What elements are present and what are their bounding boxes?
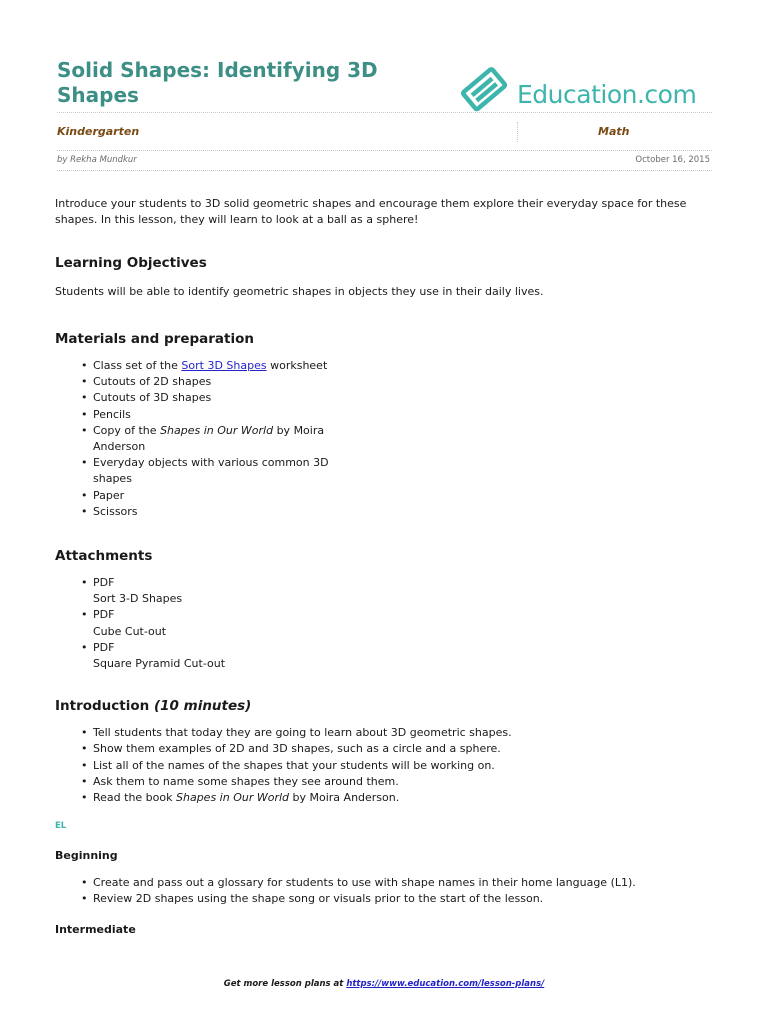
- divider: [57, 170, 712, 171]
- logo-text: Education.com: [517, 80, 697, 109]
- attachment-item[interactable]: • PDF Cube Cut-out: [79, 607, 715, 639]
- attachments-list: [79, 575, 715, 672]
- list-item: • Cutouts of 3D shapes: [79, 390, 715, 406]
- divider: [57, 150, 712, 151]
- education-com-logo[interactable]: [457, 58, 715, 114]
- page-title: Solid Shapes: Identifying 3D Shapes: [57, 58, 378, 107]
- list-item: • Pencils: [79, 407, 715, 423]
- learning-objectives-heading: Learning Objectives: [55, 255, 207, 271]
- attachment-item[interactable]: • PDF Square Pyramid Cut-out: [79, 640, 715, 672]
- list-item: • Everyday objects with various common 3D shapes: [79, 455, 715, 487]
- materials-heading: Materials and preparation: [55, 331, 254, 347]
- pencil-logo-icon: [457, 58, 519, 114]
- author-label: by Rekha Mundkur: [57, 155, 137, 165]
- list-item: • Paper: [79, 488, 715, 504]
- sort-3d-shapes-link[interactable]: Sort 3D Shapes: [181, 359, 267, 372]
- subject-label: Math: [598, 125, 630, 138]
- list-item: • Create and pass out a glossary for students to use with shape names in their home language (L1).: [79, 875, 715, 891]
- list-item: • List all of the names of the shapes that your students will be working on.: [79, 758, 715, 774]
- list-item: • Review 2D shapes using the shape song or visuals prior to the start of the lesson.: [79, 891, 715, 907]
- intro-paragraph: Introduce your students to 3D solid geometric shapes and encourage them explore their everyday space for these shapes. In this lesson, they will learn to look at a ball as a sphere!: [55, 197, 687, 226]
- divider: [57, 112, 712, 113]
- attachments-heading: Attachments: [55, 548, 153, 565]
- list-item: • Ask them to name some shapes they see around them.: [79, 774, 715, 790]
- list-item: • Scissors: [79, 504, 715, 520]
- introduction-heading: Introduction (10 minutes): [55, 698, 252, 715]
- beginning-list: [79, 875, 715, 907]
- intermediate-heading: Intermediate: [55, 922, 136, 936]
- list-item: • Cutouts of 2D shapes: [79, 374, 715, 390]
- list-item: • Read the book Shapes in Our World by Moira Anderson.: [79, 790, 715, 806]
- footer: Get more lesson plans at https://www.education.com/lesson-plans/: [223, 979, 545, 989]
- meta-divider: [517, 122, 518, 142]
- beginning-heading: Beginning: [55, 849, 118, 863]
- materials-list: [79, 358, 715, 520]
- attachment-item[interactable]: • PDF Sort 3-D Shapes: [79, 575, 715, 607]
- learning-objectives-text: Students will be able to identify geometric shapes in objects they use in their daily lives.: [55, 285, 544, 298]
- grade-label: Kindergarten: [57, 125, 140, 138]
- introduction-list: [79, 725, 715, 806]
- list-item: • Tell students that today they are going to learn about 3D geometric shapes.: [79, 725, 715, 741]
- document-header: [57, 58, 712, 108]
- list-item: • Show them examples of 2D and 3D shapes, such as a circle and a sphere.: [79, 741, 715, 757]
- el-label: EL: [55, 821, 67, 832]
- lesson-content: [55, 196, 715, 938]
- introduction-duration: (10 minutes): [153, 698, 252, 715]
- date-label: October 16, 2015: [635, 155, 710, 165]
- list-item: • Copy of the Shapes in Our World by Moira Anderson: [79, 423, 715, 455]
- lesson-plans-link[interactable]: https://www.education.com/lesson-plans/: [346, 979, 545, 989]
- list-item: • Class set of the Sort 3D Shapes worksheet: [79, 358, 715, 374]
